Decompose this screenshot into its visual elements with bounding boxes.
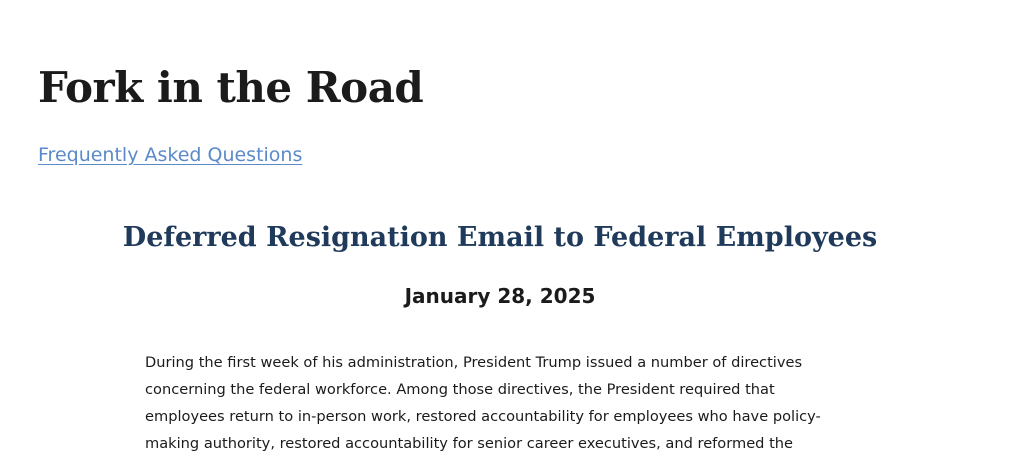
article-title: Deferred Resignation Email to Federal Employees	[122, 222, 878, 253]
site-title: Fork in the Road	[38, 63, 424, 112]
article-date: January 28, 2025	[404, 284, 596, 308]
body-line: making authority, restored accountability for senior career executives, and reformed the	[145, 435, 794, 452]
body-line: employees return to in-person work, restored accountability for employees who have policy-	[145, 408, 821, 425]
faq-link[interactable]: Frequently Asked Questions	[38, 144, 303, 166]
body-line: During the first week of his administration, President Trump issued a number of directives	[145, 354, 803, 371]
article-body	[145, 349, 835, 456]
body-line: concerning the federal workforce. Among those directives, the President required that	[145, 381, 775, 398]
